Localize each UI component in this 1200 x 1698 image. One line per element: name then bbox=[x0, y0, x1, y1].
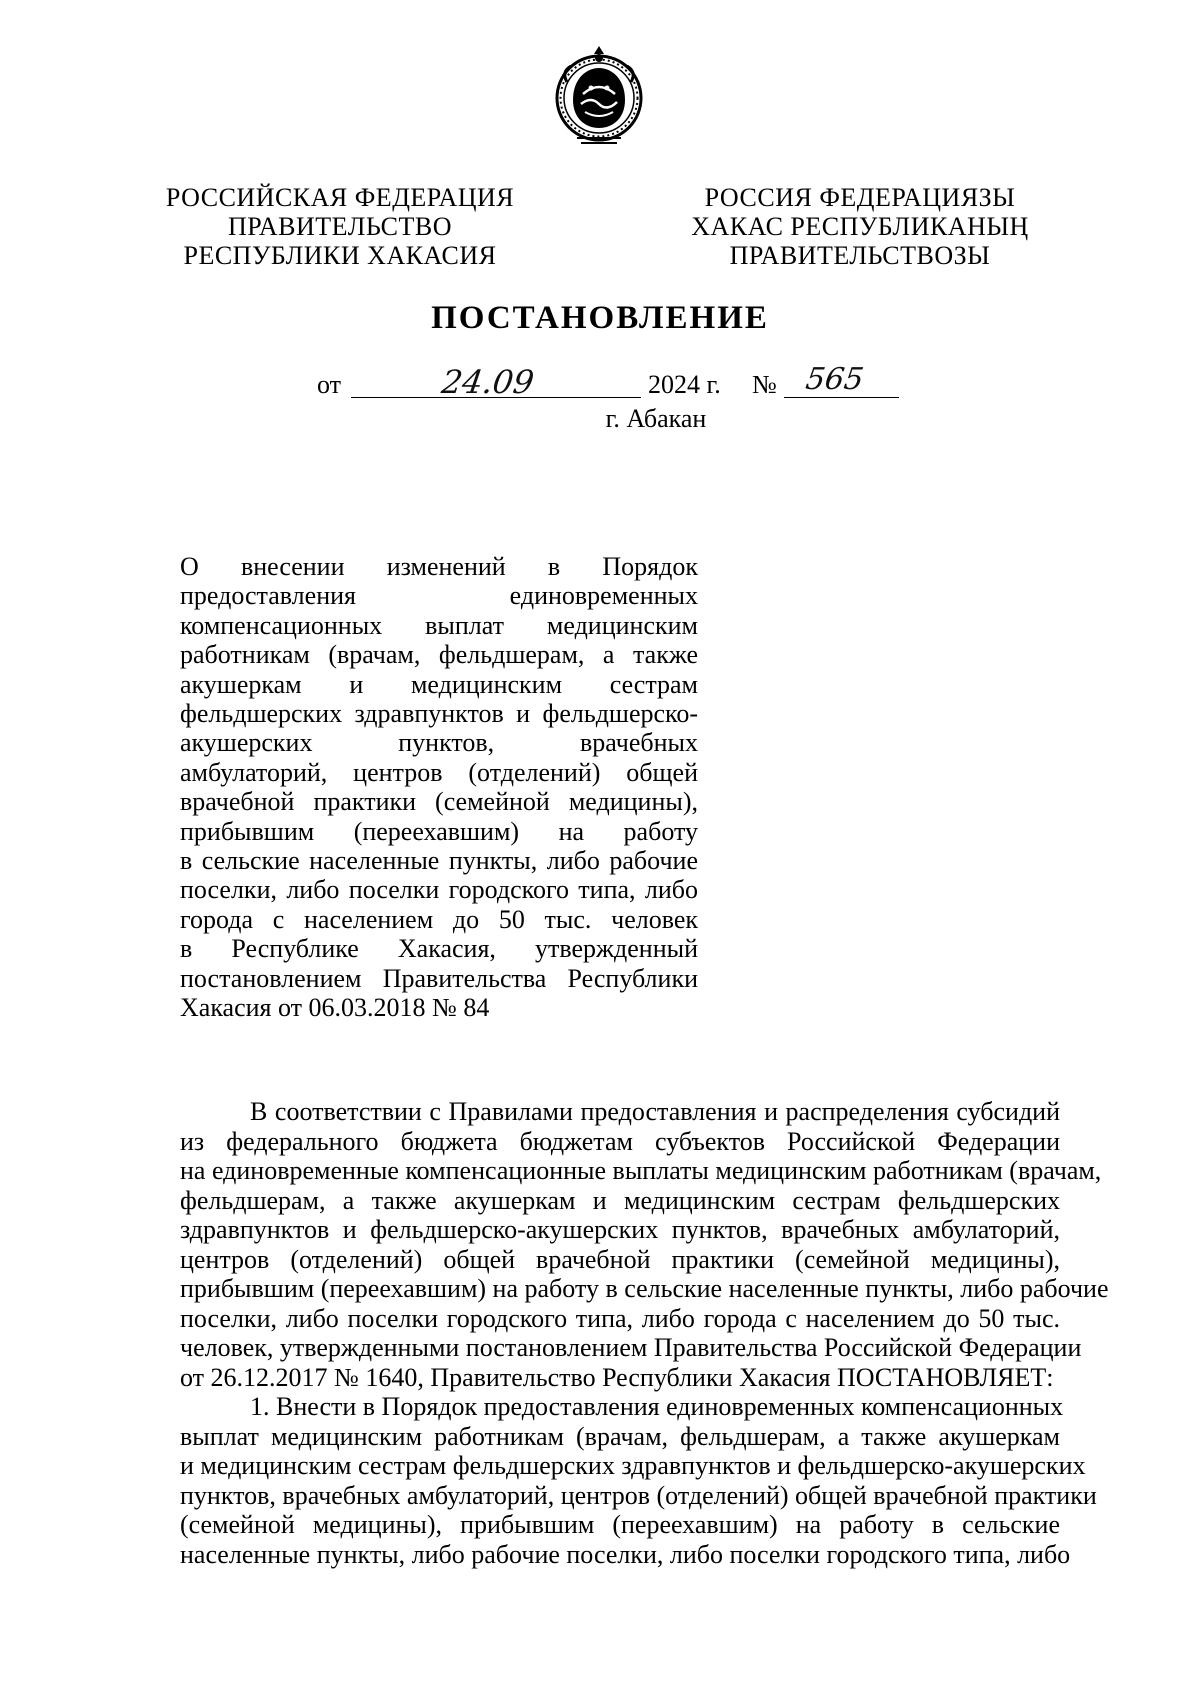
header-left-line: РЕСПУБЛИКИ ХАКАСИЯ bbox=[183, 241, 497, 270]
subject-line: фельдшерских здравпунктов и фельдшерско- bbox=[180, 699, 698, 729]
body-line: населенные пункты, либо рабочие поселки, либо поселки городского типа, либо bbox=[180, 1539, 1071, 1569]
subject-line: в Республике Хакасия, утвержденный bbox=[180, 934, 698, 964]
body-line: В соответствии с Правилами предоставления и распределения субсидий bbox=[250, 1097, 1060, 1126]
body-line: поселки, либо поселки городского типа, либо города с населением до 50 тыс. bbox=[180, 1303, 1060, 1333]
body-line: на единовременные компенсационные выплаты медицинским работникам (врачам, bbox=[180, 1156, 1102, 1185]
header-right-line: ПРАВИТЕЛЬСТВОЗЫ bbox=[729, 241, 991, 270]
subject-line: Хакасия от 06.03.2018 № 84 bbox=[180, 993, 490, 1023]
subject-line: О внесении изменений в Порядок bbox=[180, 552, 698, 581]
body-line: пунктов, врачебных амбулаторий, центров (отделений) общей врачебной практики bbox=[180, 1480, 1097, 1510]
header-right-block bbox=[680, 183, 1040, 270]
subject-line: города с населением до 50 тыс. человек bbox=[180, 904, 698, 934]
body-line: от 26.12.2017 № 1640, Правительство Республики Хакасия ПОСТАНОВЛЯЕТ: bbox=[180, 1362, 1054, 1392]
subject-block bbox=[180, 552, 698, 1023]
body-line: центров (отделений) общей врачебной практики (семейной медицины), bbox=[180, 1244, 1060, 1274]
body-line: 1. Внести в Порядок предоставления единовременных компенсационных bbox=[250, 1392, 1064, 1421]
dateline bbox=[0, 362, 1200, 404]
body-line: человек, утвержденными постановлением Правительства Российской Федерации bbox=[180, 1333, 1082, 1362]
dateline-year: 2024 г. bbox=[648, 370, 721, 399]
body-line: здравпунктов и фельдшерско-акушерских пунктов, врачебных амбулаторий, bbox=[180, 1215, 1060, 1244]
subject-line: предоставления единовременных bbox=[180, 581, 698, 611]
subject-line: постановлением Правительства Республики bbox=[180, 963, 698, 993]
body-line: прибывшим (переехавшим) на работу в сельские населенные пункты, либо рабочие bbox=[180, 1274, 1109, 1303]
body-line: выплат медицинским работникам (врачам, фельдшерам, а также акушеркам bbox=[180, 1421, 1060, 1451]
number-sign: № bbox=[752, 370, 777, 399]
subject-line: акушерских пунктов, врачебных bbox=[180, 728, 698, 758]
coat-of-arms-emblem bbox=[553, 42, 645, 146]
header-left-line: ПРАВИТЕЛЬСТВО bbox=[228, 212, 452, 241]
handwritten-date: 24.09 bbox=[439, 363, 537, 401]
body-line: из федерального бюджета бюджетам субъектов Российской Федерации bbox=[180, 1126, 1060, 1156]
subject-line: компенсационных выплат медицинским bbox=[180, 610, 698, 640]
header-left-block bbox=[160, 183, 520, 270]
dateline-ot-label: от bbox=[317, 370, 342, 399]
header-right-line: РОССИЯ ФЕДЕРАЦИЯЗЫ bbox=[704, 183, 1016, 212]
handwritten-number: 565 bbox=[803, 362, 866, 397]
body-line: (семейной медицины), прибывшим (переехавшим) на работу в сельские bbox=[180, 1510, 1060, 1539]
subject-line: врачебной практики (семейной медицины), bbox=[180, 787, 698, 817]
subject-line: прибывшим (переехавшим) на работу bbox=[180, 816, 698, 846]
number-underline bbox=[784, 397, 899, 398]
subject-line: акушеркам и медицинским сестрам bbox=[180, 669, 698, 699]
body-line: и медицинским сестрам фельдшерских здравпунктов и фельдшерско-акушерских bbox=[180, 1451, 1086, 1480]
subject-line: поселки, либо поселки городского типа, либо bbox=[180, 875, 698, 905]
document-title: ПОСТАНОВЛЕНИЕ bbox=[431, 300, 769, 336]
header-right-line: ХАКАС РЕСПУБЛИКАНЫҢ bbox=[691, 212, 1029, 241]
body-line: фельдшерам, а также акушеркам и медицинским сестрам фельдшерских bbox=[180, 1185, 1060, 1215]
body-text bbox=[180, 1097, 1109, 1569]
subject-line: в сельские населенные пункты, либо рабочие bbox=[180, 846, 698, 876]
header-left-line: РОССИЙСКАЯ ФЕДЕРАЦИЯ bbox=[165, 183, 515, 212]
city-label: г. Абакан bbox=[605, 404, 707, 433]
subject-line: амбулаторий, центров (отделений) общей bbox=[180, 757, 698, 787]
subject-line: работникам (врачам, фельдшерам, а также bbox=[180, 640, 698, 670]
